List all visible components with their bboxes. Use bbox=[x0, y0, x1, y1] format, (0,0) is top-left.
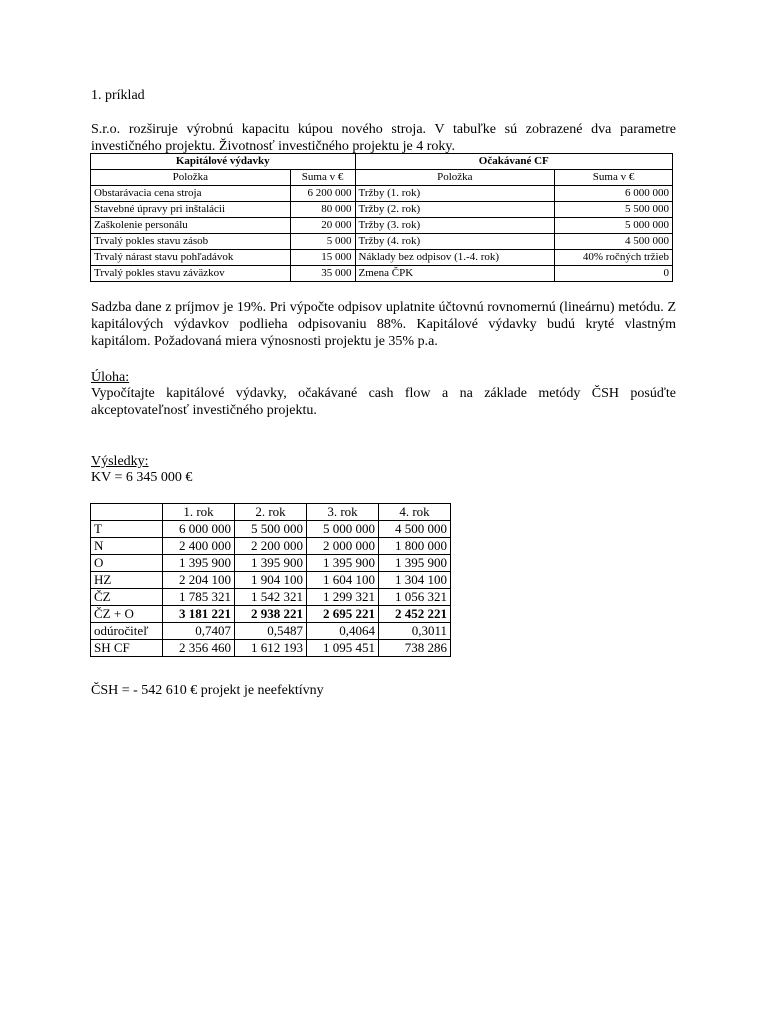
cf-item: Zmena ČPK bbox=[355, 266, 555, 282]
value-cell: 1 304 100 bbox=[379, 572, 451, 589]
row-label: SH CF bbox=[91, 640, 163, 657]
row-label: HZ bbox=[91, 572, 163, 589]
cf-item: Tržby (2. rok) bbox=[355, 202, 555, 218]
cf-item: Náklady bez odpisov (1.-4. rok) bbox=[355, 250, 555, 266]
col-item-right: Položka bbox=[355, 170, 555, 186]
table-row bbox=[91, 266, 673, 282]
year-header: 4. rok bbox=[379, 504, 451, 521]
value-cell: 1 395 900 bbox=[379, 555, 451, 572]
value-cell: 1 785 321 bbox=[163, 589, 235, 606]
value-cell: 2 356 460 bbox=[163, 640, 235, 657]
cf-sum: 5 000 000 bbox=[555, 218, 673, 234]
value-cell: 1 395 900 bbox=[163, 555, 235, 572]
results-header-row bbox=[91, 504, 451, 521]
table-row bbox=[91, 589, 451, 606]
conclusion: ČSH = - 542 610 € projekt je neefektívny bbox=[91, 683, 324, 698]
table-row bbox=[91, 234, 673, 250]
capex-item: Zaškolenie personálu bbox=[91, 218, 291, 234]
expected-cf-header: Očakávané CF bbox=[355, 154, 672, 170]
year-header: 2. rok bbox=[235, 504, 307, 521]
cf-sum: 4 500 000 bbox=[555, 234, 673, 250]
row-label: ČZ bbox=[91, 589, 163, 606]
col-item-left: Položka bbox=[91, 170, 291, 186]
year-header: 3. rok bbox=[307, 504, 379, 521]
value-cell: 738 286 bbox=[379, 640, 451, 657]
value-cell: 1 612 193 bbox=[235, 640, 307, 657]
value-cell: 2 200 000 bbox=[235, 538, 307, 555]
value-cell: 2 452 221 bbox=[379, 606, 451, 623]
capital-expenditure-header: Kapitálové výdavky bbox=[91, 154, 356, 170]
table-group-header-row bbox=[91, 154, 673, 170]
parameters-table-body bbox=[91, 186, 673, 282]
capex-item: Stavebné úpravy pri inštalácii bbox=[91, 202, 291, 218]
value-cell: 1 904 100 bbox=[235, 572, 307, 589]
value-cell: 2 204 100 bbox=[163, 572, 235, 589]
col-sum-right: Suma v € bbox=[555, 170, 673, 186]
value-cell: 2 000 000 bbox=[307, 538, 379, 555]
capex-sum: 5 000 bbox=[290, 234, 355, 250]
table-row bbox=[91, 572, 451, 589]
col-sum-left: Suma v € bbox=[290, 170, 355, 186]
value-cell: 5 000 000 bbox=[307, 521, 379, 538]
value-cell: 1 056 321 bbox=[379, 589, 451, 606]
table-row bbox=[91, 186, 673, 202]
value-cell: 1 395 900 bbox=[307, 555, 379, 572]
table-row bbox=[91, 606, 451, 623]
value-cell: 1 299 321 bbox=[307, 589, 379, 606]
value-cell: 4 500 000 bbox=[379, 521, 451, 538]
capex-sum: 20 000 bbox=[290, 218, 355, 234]
results-table bbox=[90, 503, 451, 657]
row-label: odúročiteľ bbox=[91, 623, 163, 640]
year-header: 1. rok bbox=[163, 504, 235, 521]
value-cell: 0,3011 bbox=[379, 623, 451, 640]
row-label: ČZ + O bbox=[91, 606, 163, 623]
value-cell: 1 800 000 bbox=[379, 538, 451, 555]
cf-sum: 6 000 000 bbox=[555, 186, 673, 202]
table-row bbox=[91, 555, 451, 572]
capex-item: Obstarávacia cena stroja bbox=[91, 186, 291, 202]
task-label: Úloha: bbox=[91, 370, 130, 385]
value-cell: 0,4064 bbox=[307, 623, 379, 640]
task-text: Vypočítajte kapitálové výdavky, očakávané cash flow a na základe metódy ČSH posúďte akceptovateľnosť investičného projektu. bbox=[91, 386, 676, 418]
table-row bbox=[91, 202, 673, 218]
value-cell: 0,7407 bbox=[163, 623, 235, 640]
cf-sum: 40% ročných tržieb bbox=[555, 250, 673, 266]
table-row bbox=[91, 521, 451, 538]
capex-sum: 80 000 bbox=[290, 202, 355, 218]
parameters-paragraph: Sadzba dane z príjmov je 19%. Pri výpočte odpisov uplatnite účtovnú rovnomernú (lineárnu) metódu. Z kapitálových výdavkov podlieha odpisovaniu 88%. Kapitálové výdavky budú kryté vlastným kapitálom. Požadovaná miera výnosnosti projektu je 35% p.a. bbox=[91, 300, 676, 349]
cf-item: Tržby (4. rok) bbox=[355, 234, 555, 250]
value-cell: 5 500 000 bbox=[235, 521, 307, 538]
results-table-body bbox=[91, 521, 451, 657]
parameters-table bbox=[90, 153, 673, 282]
value-cell: 0,5487 bbox=[235, 623, 307, 640]
capex-sum: 35 000 bbox=[290, 266, 355, 282]
value-cell: 6 000 000 bbox=[163, 521, 235, 538]
table-row bbox=[91, 640, 451, 657]
value-cell: 1 095 451 bbox=[307, 640, 379, 657]
results-label: Výsledky: bbox=[91, 454, 149, 469]
cf-item: Tržby (1. rok) bbox=[355, 186, 555, 202]
header-blank-cell bbox=[91, 504, 163, 521]
capex-item: Trvalý pokles stavu zásob bbox=[91, 234, 291, 250]
row-label: T bbox=[91, 521, 163, 538]
value-cell: 1 395 900 bbox=[235, 555, 307, 572]
capex-sum: 15 000 bbox=[290, 250, 355, 266]
value-cell: 3 181 221 bbox=[163, 606, 235, 623]
table-row bbox=[91, 538, 451, 555]
value-cell: 2 695 221 bbox=[307, 606, 379, 623]
value-cell: 2 938 221 bbox=[235, 606, 307, 623]
row-label: N bbox=[91, 538, 163, 555]
cf-sum: 5 500 000 bbox=[555, 202, 673, 218]
table-row bbox=[91, 218, 673, 234]
table-row bbox=[91, 250, 673, 266]
row-label: O bbox=[91, 555, 163, 572]
table-column-header-row bbox=[91, 170, 673, 186]
capex-sum: 6 200 000 bbox=[290, 186, 355, 202]
intro-paragraph: S.r.o. rozširuje výrobnú kapacitu kúpou nového stroja. V tabuľke sú zobrazené dva parametre investičného projektu. Životnosť investičného projektu je 4 roky. bbox=[91, 122, 676, 154]
value-cell: 1 604 100 bbox=[307, 572, 379, 589]
kv-result: KV = 6 345 000 € bbox=[91, 470, 193, 485]
capex-item: Trvalý nárast stavu pohľadávok bbox=[91, 250, 291, 266]
exercise-heading: 1. príklad bbox=[91, 88, 145, 103]
table-row bbox=[91, 623, 451, 640]
cf-sum: 0 bbox=[555, 266, 673, 282]
capex-item: Trvalý pokles stavu záväzkov bbox=[91, 266, 291, 282]
value-cell: 2 400 000 bbox=[163, 538, 235, 555]
value-cell: 1 542 321 bbox=[235, 589, 307, 606]
cf-item: Tržby (3. rok) bbox=[355, 218, 555, 234]
